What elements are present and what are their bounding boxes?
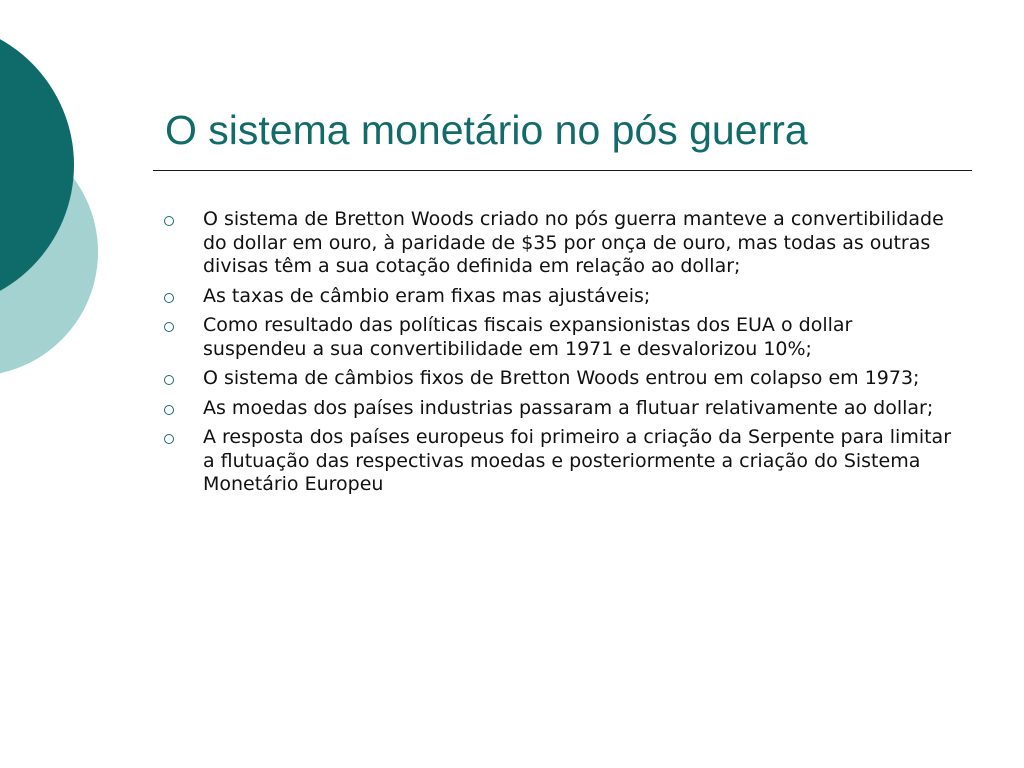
bullet-item (160, 208, 960, 279)
decorative-circles (0, 0, 110, 420)
hollow-circle-bullet-icon (164, 293, 174, 303)
bullet-text: O sistema de câmbios fixos de Bretton Woods entrou em colapso em 1973; (203, 367, 920, 389)
bullet-list (160, 208, 960, 503)
bullet-text: A resposta dos países europeus foi primeiro a criação da Serpente para limitar a flutuação das respectivas moedas e posteriormente a criação do Sistema Monetário Europeu (203, 426, 952, 495)
hollow-circle-bullet-icon (164, 322, 174, 332)
bullet-item (160, 314, 960, 361)
bullet-text: As taxas de câmbio eram fixas mas ajustáveis; (203, 284, 651, 307)
bullet-item (160, 367, 960, 391)
title-divider (153, 170, 972, 171)
hollow-circle-bullet-icon (164, 434, 174, 444)
slide-title: O sistema monetário no pós guerra (165, 107, 808, 153)
hollow-circle-bullet-icon (164, 405, 174, 415)
bullet-text: As moedas dos países industrias passaram a flutuar relativamente ao dollar; (203, 396, 934, 419)
bullet-item (160, 285, 960, 309)
bullet-item (160, 426, 960, 497)
bullet-text: O sistema de Bretton Woods criado no pós guerra manteve a convertibilidade do dollar em ouro, à paridade de $35 por onça de ouro, mas todas as outras divisas têm a sua cotação definida em relação ao dollar; (203, 208, 944, 277)
hollow-circle-bullet-icon (164, 216, 174, 226)
bullet-text: Como resultado das políticas fiscais expansionistas dos EUA o dollar suspendeu a sua convertibilidade em 1971 e desvalorizou 10%; (203, 314, 853, 360)
hollow-circle-bullet-icon (164, 375, 174, 385)
bullet-item (160, 397, 960, 421)
